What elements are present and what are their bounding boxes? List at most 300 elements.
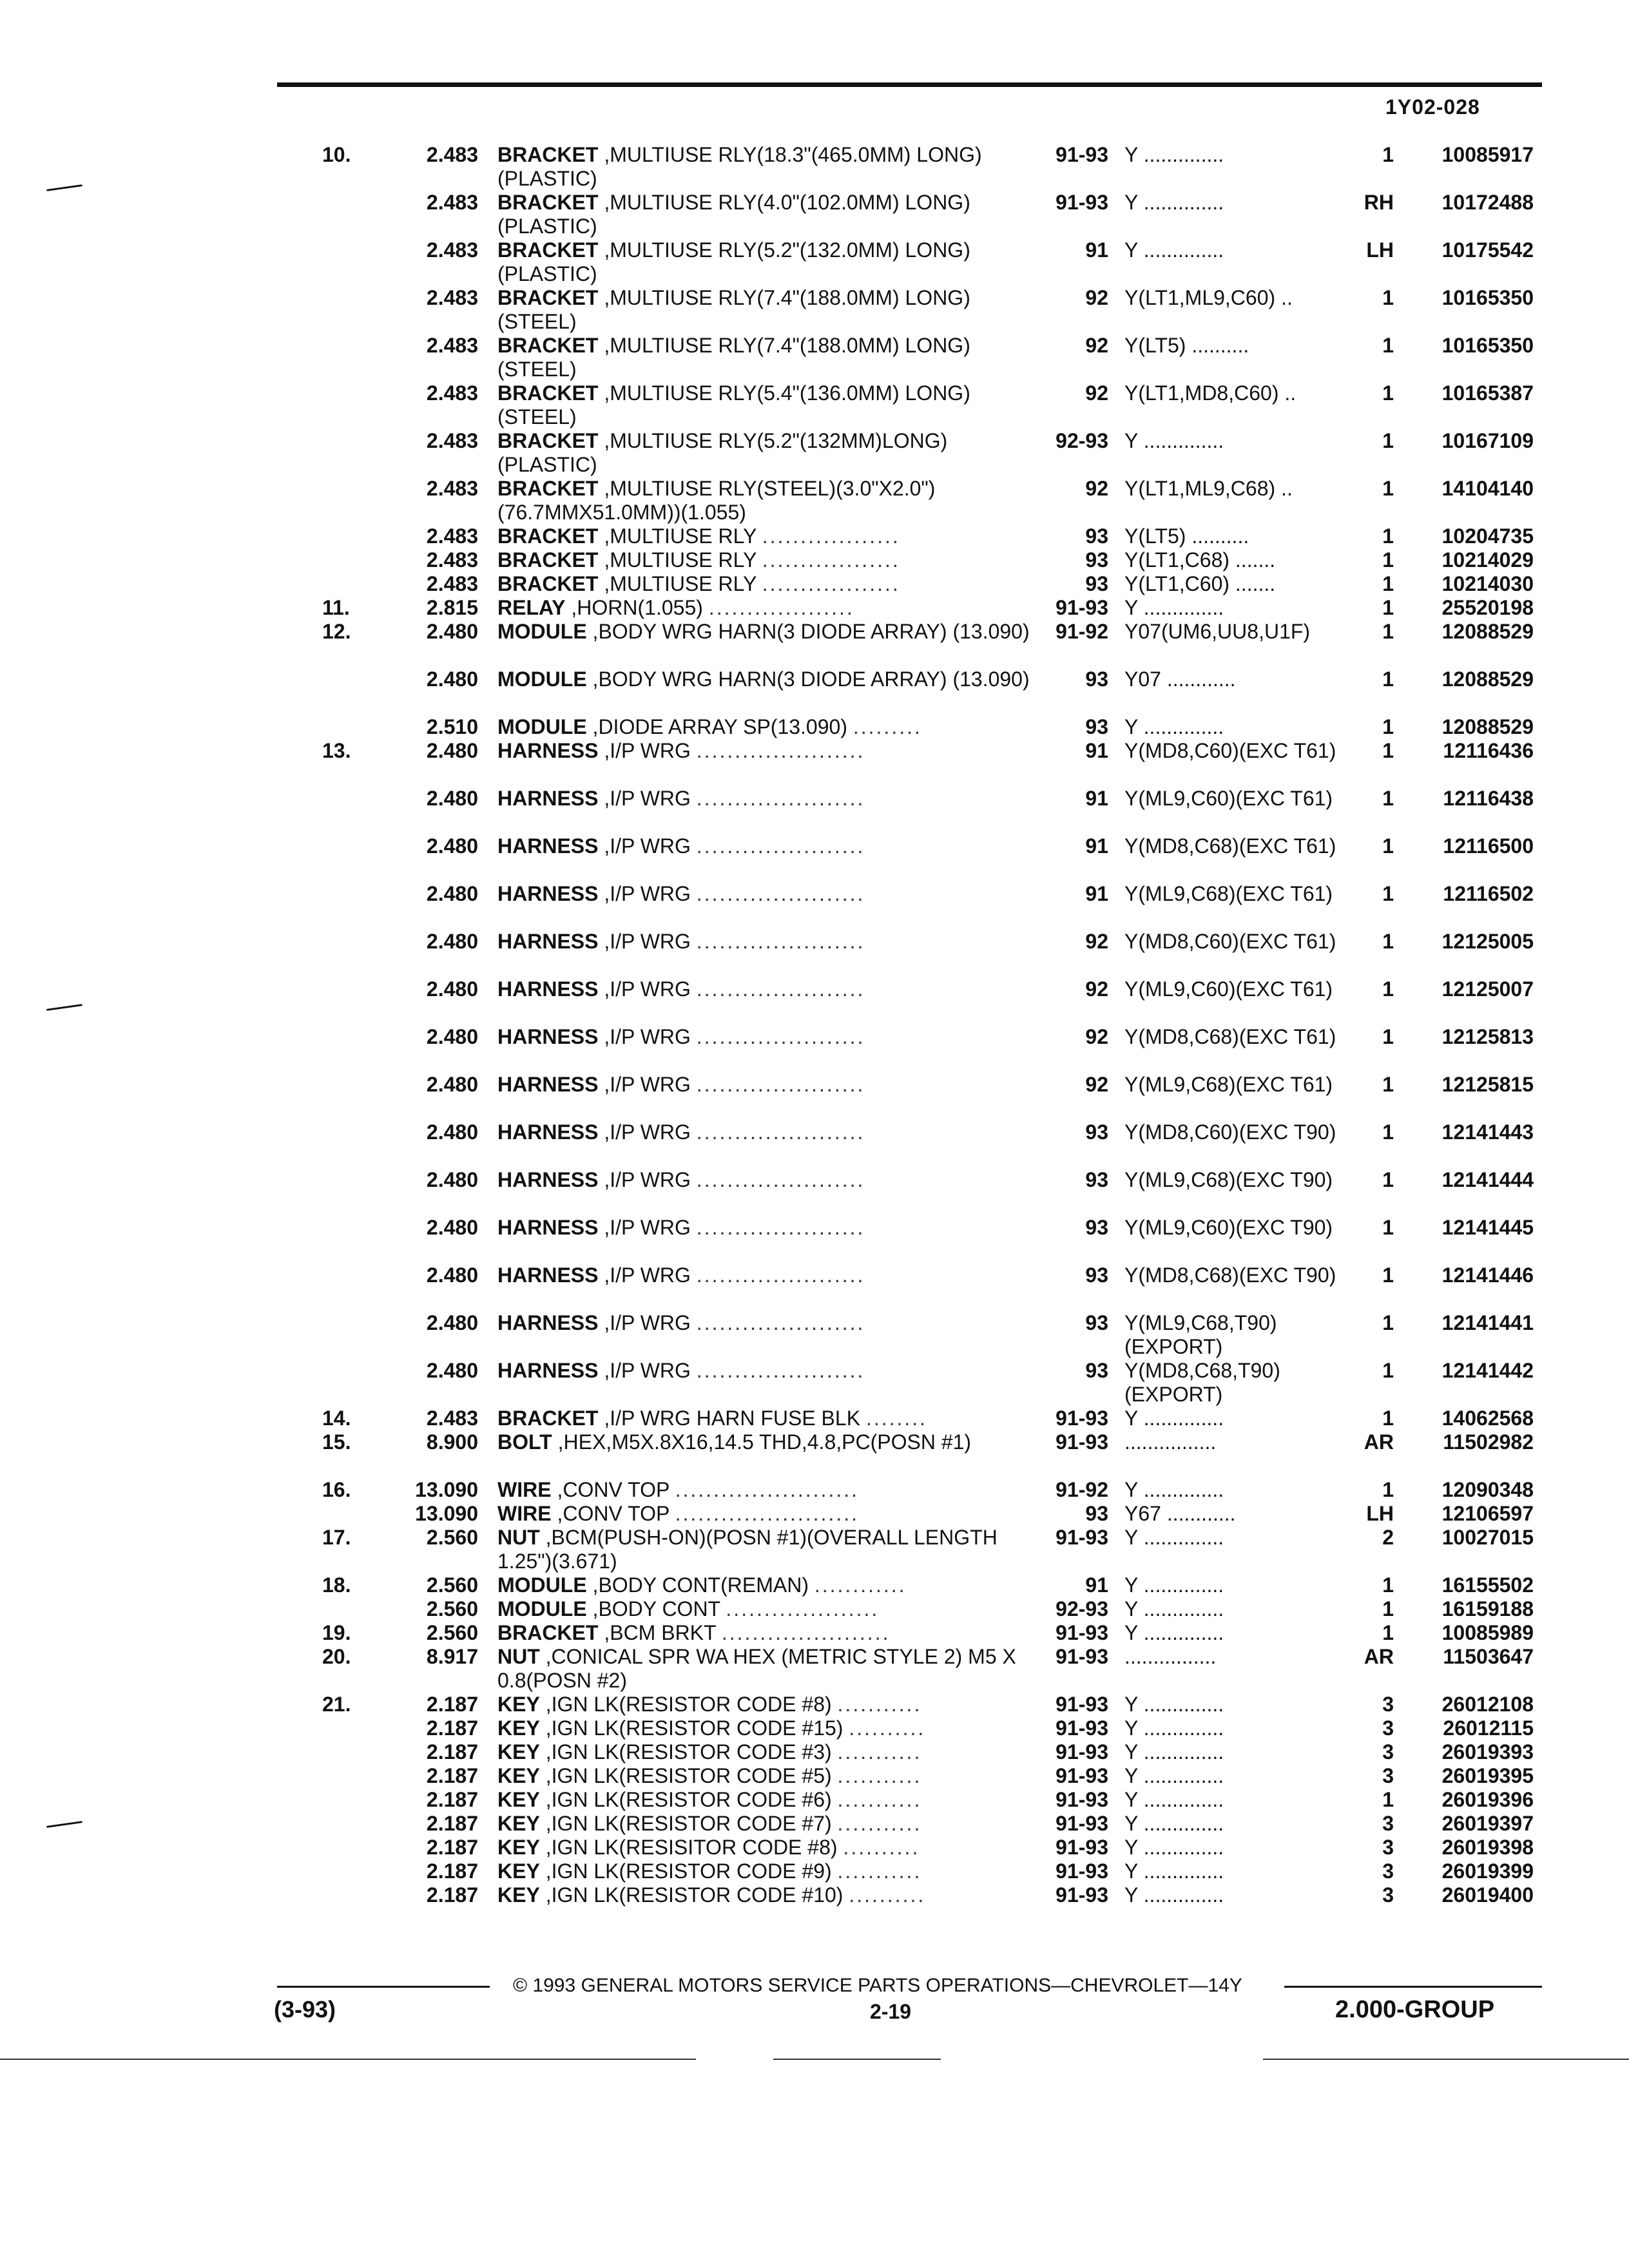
group-number: 2.480 <box>426 1311 478 1334</box>
leader-dots: ........... <box>837 1860 922 1883</box>
quantity: 1 <box>1382 524 1394 548</box>
part-number: 12125815 <box>1441 1073 1534 1096</box>
part-description <box>497 930 1030 954</box>
item-number: 19. <box>322 1621 351 1644</box>
group-number: 2.480 <box>426 1073 478 1096</box>
part-description <box>497 1526 1030 1573</box>
part-description <box>497 238 1030 286</box>
part-name: BRACKET <box>497 286 599 309</box>
model-year: 93 <box>1085 524 1108 548</box>
part-number: 10167109 <box>1441 429 1534 452</box>
part-number: 12090348 <box>1441 1478 1534 1501</box>
item-number: 11. <box>322 596 350 619</box>
part-name: BRACKET <box>497 1621 599 1644</box>
model-year: 91-93 <box>1055 596 1108 619</box>
model-year: 92 <box>1085 381 1108 405</box>
leader-dots: ........... <box>837 1788 922 1811</box>
group-number: 2.480 <box>426 620 478 643</box>
parts-row <box>0 715 1629 739</box>
model-year: 92 <box>1085 286 1108 309</box>
part-number: 10165350 <box>1441 334 1534 357</box>
quantity: 1 <box>1382 1597 1394 1620</box>
model-year: 92 <box>1085 1073 1108 1096</box>
leader-dots: ...................... <box>696 1025 865 1048</box>
part-desc-text: ,IGN LK(RESISTOR CODE #9) <box>545 1860 832 1883</box>
part-number: 26019399 <box>1441 1860 1534 1883</box>
part-desc-text: ,BODY CONT <box>592 1597 720 1620</box>
leader-dots: ........ <box>865 1407 928 1430</box>
part-description <box>497 1073 1030 1097</box>
part-description <box>497 381 1030 429</box>
part-name: HARNESS <box>497 977 599 1001</box>
part-description <box>497 1359 1030 1383</box>
part-description <box>497 1788 1030 1812</box>
part-name: KEY <box>497 1740 540 1763</box>
part-number: 26012115 <box>1443 1716 1534 1740</box>
part-number: 10085989 <box>1441 1621 1534 1644</box>
model-year: 91 <box>1085 834 1108 858</box>
part-number: 11502982 <box>1443 1430 1534 1454</box>
part-number: 14104140 <box>1441 477 1534 500</box>
part-description <box>497 596 1030 620</box>
quantity: 1 <box>1382 286 1394 309</box>
leader-dots: ...................... <box>696 1120 865 1144</box>
leader-dots: ...................... <box>721 1621 891 1644</box>
parts-row <box>0 1430 1629 1478</box>
quantity: 1 <box>1382 1407 1394 1430</box>
part-description <box>497 1311 1030 1335</box>
usage-code: Y .............. <box>1124 1597 1224 1620</box>
group-number: 2.187 <box>426 1716 478 1740</box>
model-year: 91 <box>1085 238 1108 262</box>
part-number: 12116438 <box>1443 787 1534 810</box>
part-name: BRACKET <box>497 334 599 357</box>
group-number: 2.483 <box>426 1407 478 1430</box>
quantity: 1 <box>1382 834 1394 858</box>
part-number: 12141443 <box>1441 1120 1534 1144</box>
leader-dots: ........... <box>837 1812 922 1835</box>
leader-dots: ......... <box>853 715 922 738</box>
leader-dots: .......... <box>849 1716 926 1740</box>
leader-dots: ...................... <box>696 739 865 762</box>
quantity: 1 <box>1382 1216 1394 1239</box>
usage-code: Y(LT1,MD8,C60) .. <box>1124 381 1296 405</box>
part-desc-text: ,I/P WRG <box>604 834 691 858</box>
catalog-code: 1Y02-028 <box>1385 95 1480 119</box>
parts-row <box>0 1407 1629 1430</box>
part-desc-text: ,MULTIUSE RLY(5.2"(132.0MM) LONG)(PLASTIC) <box>497 238 970 285</box>
part-name: BRACKET <box>497 477 599 500</box>
usage-code: Y .............. <box>1124 1478 1224 1501</box>
quantity: 3 <box>1382 1693 1394 1716</box>
usage-code: Y(ML9,C68)(EXC T61) <box>1124 882 1333 905</box>
quantity: 1 <box>1382 787 1394 810</box>
model-year: 93 <box>1085 1168 1108 1191</box>
parts-row <box>0 477 1629 524</box>
part-number: 16159188 <box>1441 1597 1534 1620</box>
usage-code: Y(ML9,C68)(EXC T90) <box>1124 1168 1333 1191</box>
part-number: 12141445 <box>1441 1216 1534 1239</box>
leader-dots: ...................... <box>696 1168 865 1191</box>
model-year: 91-93 <box>1055 1526 1108 1549</box>
parts-row <box>0 1740 1629 1764</box>
part-desc-text: ,MULTIUSE RLY <box>604 572 757 595</box>
part-description <box>497 882 1030 906</box>
part-name: HARNESS <box>497 1168 599 1191</box>
parts-row <box>0 381 1629 429</box>
parts-row <box>0 1716 1629 1740</box>
parts-row <box>0 787 1629 834</box>
part-name: KEY <box>497 1716 540 1740</box>
model-year: 93 <box>1085 1311 1108 1334</box>
part-desc-text: ,CONICAL SPR WA HEX (METRIC STYLE 2) M5 X 0.8(POSN #2) <box>497 1645 1016 1692</box>
usage-code: Y .............. <box>1124 238 1224 262</box>
part-desc-text: ,MULTIUSE RLY(5.2"(132MM)LONG) (PLASTIC) <box>497 429 948 476</box>
part-name: HARNESS <box>497 1025 599 1048</box>
group-number: 2.187 <box>426 1788 478 1811</box>
item-number: 21. <box>322 1693 351 1716</box>
part-desc-text: ,I/P WRG <box>604 1216 691 1239</box>
footer-group: 2.000-GROUP <box>1335 1996 1495 2023</box>
part-desc-text: ,CONV TOP <box>557 1502 670 1525</box>
leader-dots: ...................... <box>696 1359 865 1382</box>
group-number: 2.483 <box>426 238 478 262</box>
group-number: 2.483 <box>426 548 478 572</box>
parts-row <box>0 596 1629 620</box>
top-rule <box>277 82 1542 87</box>
usage-code: Y(MD8,C60)(EXC T61) <box>1124 739 1336 762</box>
quantity: 1 <box>1382 977 1394 1001</box>
group-number: 2.187 <box>426 1883 478 1907</box>
parts-row <box>0 1645 1629 1693</box>
part-name: BRACKET <box>497 191 599 214</box>
part-name: MODULE <box>497 668 587 691</box>
model-year: 91-93 <box>1055 1764 1108 1787</box>
usage-code: Y(LT1,C60) ....... <box>1124 572 1276 595</box>
part-description <box>497 1764 1030 1788</box>
leader-dots: .................... <box>726 1597 880 1620</box>
parts-row <box>0 739 1629 787</box>
group-number: 2.480 <box>426 977 478 1001</box>
part-name: HARNESS <box>497 1359 599 1382</box>
group-number: 2.560 <box>426 1526 478 1549</box>
group-number: 2.483 <box>426 381 478 405</box>
quantity: 1 <box>1382 620 1394 643</box>
part-name: HARNESS <box>497 1073 599 1096</box>
model-year: 91-93 <box>1055 1860 1108 1883</box>
part-desc-text: ,I/P WRG <box>604 1359 691 1382</box>
part-name: BRACKET <box>497 238 599 262</box>
parts-row <box>0 1311 1629 1359</box>
part-number: 10214029 <box>1441 548 1534 572</box>
parts-row <box>0 1025 1629 1073</box>
parts-row <box>0 1597 1629 1621</box>
model-year: 91-93 <box>1055 1788 1108 1811</box>
group-number: 2.483 <box>426 572 478 595</box>
parts-row <box>0 1478 1629 1502</box>
footer-rule-right <box>1284 1986 1542 1988</box>
parts-row <box>0 1621 1629 1645</box>
group-number: 2.483 <box>426 429 478 452</box>
group-number: 2.480 <box>426 1264 478 1287</box>
part-description <box>497 1168 1030 1192</box>
leader-dots: ........... <box>837 1764 922 1787</box>
part-description <box>497 977 1030 1001</box>
part-description <box>497 1836 1030 1860</box>
model-year: 91 <box>1085 739 1108 762</box>
part-name: BRACKET <box>497 381 599 405</box>
quantity: 1 <box>1382 1264 1394 1287</box>
group-number: 2.480 <box>426 787 478 810</box>
part-desc-text: ,IGN LK(RESISTOR CODE #15) <box>545 1716 843 1740</box>
part-desc-text: ,IGN LK(RESISTOR CODE #6) <box>545 1788 832 1811</box>
part-name: BOLT <box>497 1430 552 1454</box>
part-description <box>497 1573 1030 1597</box>
part-desc-text: ,IGN LK(RESISITOR CODE #8) <box>545 1836 838 1859</box>
item-number: 17. <box>322 1526 351 1549</box>
part-description <box>497 1597 1030 1621</box>
usage-code: Y(LT5) .......... <box>1124 524 1249 548</box>
part-desc-text: ,MULTIUSE RLY(STEEL)(3.0"X2.0") (76.7MMX51.0MM))(1.055) <box>497 477 936 524</box>
parts-row <box>0 1860 1629 1883</box>
quantity: 1 <box>1382 334 1394 357</box>
parts-row <box>0 429 1629 477</box>
quantity: 1 <box>1382 715 1394 738</box>
part-description <box>497 1478 1030 1502</box>
quantity: 1 <box>1382 548 1394 572</box>
usage-code: Y(ML9,C68)(EXC T61) <box>1124 1073 1333 1096</box>
usage-code: Y(LT1,C68) ....... <box>1124 548 1276 572</box>
quantity: 3 <box>1382 1836 1394 1859</box>
parts-row <box>0 620 1629 668</box>
group-number: 2.187 <box>426 1740 478 1763</box>
parts-row <box>0 1264 1629 1311</box>
leader-dots: .......... <box>849 1883 926 1907</box>
part-description <box>497 1502 1030 1526</box>
part-description <box>497 834 1030 858</box>
parts-row <box>0 977 1629 1025</box>
part-number: 16155502 <box>1441 1573 1534 1597</box>
part-description <box>497 1621 1030 1645</box>
leader-dots: ........................ <box>675 1502 859 1525</box>
part-desc-text: ,MULTIUSE RLY <box>604 524 757 548</box>
model-year: 91-93 <box>1055 1836 1108 1859</box>
part-number: 12116500 <box>1443 834 1534 858</box>
leader-dots: ...................... <box>696 834 865 858</box>
parts-row <box>0 524 1629 548</box>
part-desc-text: ,IGN LK(RESISTOR CODE #7) <box>545 1812 832 1835</box>
part-desc-text: ,BODY WRG HARN(3 DIODE ARRAY) (13.090) <box>592 668 1030 691</box>
part-desc-text: ,HORN(1.055) <box>571 596 703 619</box>
part-desc-text: ,I/P WRG <box>604 882 691 905</box>
leader-dots: ...................... <box>696 1216 865 1239</box>
item-number: 20. <box>322 1645 351 1668</box>
parts-row <box>0 1836 1629 1860</box>
model-year: 91-92 <box>1055 620 1108 643</box>
quantity: 1 <box>1382 930 1394 953</box>
group-number: 2.187 <box>426 1693 478 1716</box>
part-description <box>497 572 1030 596</box>
parts-row <box>0 286 1629 334</box>
part-description <box>497 1812 1030 1836</box>
part-number: 12125813 <box>1441 1025 1534 1048</box>
model-year: 91-93 <box>1055 1693 1108 1716</box>
leader-dots: ...................... <box>696 930 865 953</box>
part-name: KEY <box>497 1812 540 1835</box>
quantity: 1 <box>1382 381 1394 405</box>
model-year: 91-93 <box>1055 1430 1108 1454</box>
part-number: 14062568 <box>1441 1407 1534 1430</box>
part-number: 11503647 <box>1443 1645 1534 1668</box>
parts-row <box>0 572 1629 596</box>
item-number: 15. <box>322 1430 351 1454</box>
part-name: BRACKET <box>497 429 599 452</box>
part-name: KEY <box>497 1860 540 1883</box>
parts-row <box>0 1216 1629 1264</box>
part-name: MODULE <box>497 715 587 738</box>
part-number: 12116502 <box>1443 882 1534 905</box>
usage-code: Y(MD8,C60)(EXC T61) <box>1124 930 1336 953</box>
part-desc-text: ,MULTIUSE RLY(4.0"(102.0MM) LONG)(PLASTIC) <box>497 191 970 238</box>
part-description <box>497 739 1030 763</box>
usage-code: Y(LT1,ML9,C60) .. <box>1124 286 1293 309</box>
model-year: 93 <box>1085 668 1108 691</box>
usage-code: Y07(UM6,UU8,U1F) <box>1124 620 1311 643</box>
part-desc-text: ,DIODE ARRAY SP(13.090) <box>592 715 847 738</box>
part-number: 12141442 <box>1441 1359 1534 1382</box>
group-number: 2.483 <box>426 524 478 548</box>
part-desc-text: ,I/P WRG <box>604 739 691 762</box>
model-year: 91-93 <box>1055 1883 1108 1907</box>
quantity: AR <box>1364 1645 1394 1668</box>
part-number: 10027015 <box>1441 1526 1534 1549</box>
leader-dots: ........................ <box>675 1478 859 1501</box>
group-number: 8.917 <box>426 1645 478 1668</box>
part-name: HARNESS <box>497 834 599 858</box>
usage-code: Y(LT5) .......... <box>1124 334 1249 357</box>
part-name: RELAY <box>497 596 566 619</box>
model-year: 92-93 <box>1055 429 1108 452</box>
quantity: LH <box>1366 1502 1394 1525</box>
quantity: 3 <box>1382 1764 1394 1787</box>
part-number: 12141441 <box>1441 1311 1534 1334</box>
group-number: 8.900 <box>426 1430 478 1454</box>
quantity: 1 <box>1382 1788 1394 1811</box>
part-desc-text: ,I/P WRG <box>604 1311 691 1334</box>
quantity: RH <box>1364 191 1394 214</box>
part-desc-text: ,MULTIUSE RLY <box>604 548 757 572</box>
part-description <box>497 1740 1030 1764</box>
part-desc-text: ,BCM BRKT <box>604 1621 716 1644</box>
footer-copyright: © 1993 GENERAL MOTORS SERVICE PARTS OPERATIONS—CHEVROLET—14Y <box>513 1975 1242 1996</box>
usage-code: Y .............. <box>1124 596 1224 619</box>
model-year: 91-93 <box>1055 1812 1108 1835</box>
usage-code: Y .............. <box>1124 1883 1224 1907</box>
part-description <box>497 1645 1030 1693</box>
usage-code: Y(MD8,C68,T90) (EXPORT) <box>1124 1359 1280 1406</box>
parts-row <box>0 1693 1629 1716</box>
usage-code: Y(ML9,C68,T90) (EXPORT) <box>1124 1311 1277 1358</box>
footer-rule-left <box>277 1986 490 1988</box>
bottom-line <box>773 2059 941 2060</box>
part-desc-text: ,CONV TOP <box>557 1478 670 1501</box>
group-number: 2.483 <box>426 143 478 166</box>
part-name: HARNESS <box>497 1120 599 1144</box>
leader-dots: .......... <box>843 1836 920 1859</box>
model-year: 93 <box>1085 1264 1108 1287</box>
part-description <box>497 1860 1030 1883</box>
part-description <box>497 1430 1030 1454</box>
part-number: 26019398 <box>1441 1836 1534 1859</box>
part-number: 10172488 <box>1441 191 1534 214</box>
part-name: HARNESS <box>497 1311 599 1334</box>
group-number: 2.510 <box>426 715 478 738</box>
leader-dots: ...................... <box>696 1073 865 1096</box>
part-desc-text: ,IGN LK(RESISTOR CODE #3) <box>545 1740 832 1763</box>
model-year: 93 <box>1085 715 1108 738</box>
model-year: 92 <box>1085 977 1108 1001</box>
model-year: 91-93 <box>1055 1645 1108 1668</box>
part-number: 12125005 <box>1441 930 1534 953</box>
part-name: BRACKET <box>497 548 599 572</box>
usage-code: Y .............. <box>1124 1621 1224 1644</box>
part-name: KEY <box>497 1788 540 1811</box>
quantity: 1 <box>1382 1311 1394 1334</box>
parts-row <box>0 1359 1629 1407</box>
part-name: HARNESS <box>497 930 599 953</box>
leader-dots: .................. <box>762 572 900 595</box>
part-name: NUT <box>497 1526 540 1549</box>
usage-code: Y .............. <box>1124 429 1224 452</box>
footer-date: (3-93) <box>274 1996 336 2023</box>
model-year: 91 <box>1085 882 1108 905</box>
part-number: 10165387 <box>1441 381 1534 405</box>
part-desc-text: ,I/P WRG <box>604 930 691 953</box>
quantity: 1 <box>1382 596 1394 619</box>
model-year: 91-92 <box>1055 1478 1108 1501</box>
model-year: 93 <box>1085 1502 1108 1525</box>
part-desc-text: ,BODY WRG HARN(3 DIODE ARRAY) (13.090) <box>592 620 1030 643</box>
parts-list <box>0 143 1629 1907</box>
part-number: 12106597 <box>1441 1502 1534 1525</box>
part-description <box>497 1716 1030 1740</box>
part-name: MODULE <box>497 1597 587 1620</box>
leader-dots: .................. <box>762 524 900 548</box>
model-year: 91 <box>1085 1573 1108 1597</box>
part-name: MODULE <box>497 1573 587 1597</box>
part-desc-text: ,I/P WRG HARN FUSE BLK <box>604 1407 861 1430</box>
bottom-line <box>1263 2059 1629 2060</box>
part-description <box>497 620 1030 644</box>
quantity: 1 <box>1382 1073 1394 1096</box>
part-name: WIRE <box>497 1478 552 1501</box>
part-desc-text: ,I/P WRG <box>604 787 691 810</box>
part-number: 26019397 <box>1441 1812 1534 1835</box>
part-description <box>497 477 1030 524</box>
part-name: BRACKET <box>497 572 599 595</box>
quantity: 3 <box>1382 1716 1394 1740</box>
part-description <box>497 548 1030 572</box>
part-description <box>497 1025 1030 1049</box>
part-name: HARNESS <box>497 739 599 762</box>
parts-row <box>0 882 1629 930</box>
model-year: 92-93 <box>1055 1597 1108 1620</box>
group-number: 2.187 <box>426 1764 478 1787</box>
group-number: 2.483 <box>426 286 478 309</box>
part-number: 10175542 <box>1441 238 1534 262</box>
part-name: BRACKET <box>497 143 599 166</box>
usage-code: Y .............. <box>1124 1407 1224 1430</box>
